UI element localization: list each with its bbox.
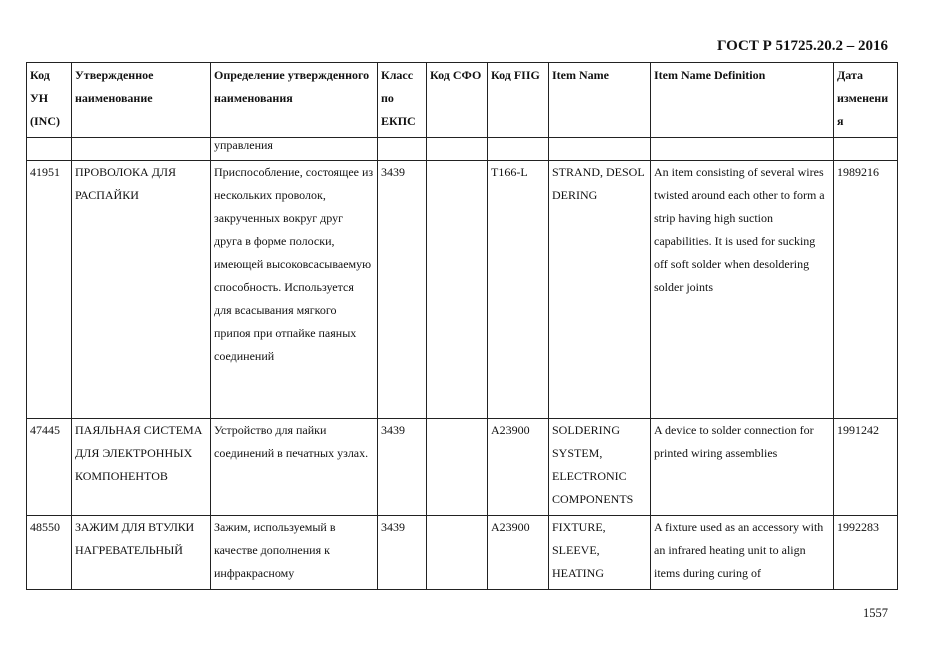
col-header-name: Утвержденное наименование: [72, 63, 211, 138]
col-header-fiig: Код FIIG: [488, 63, 549, 138]
document-title: ГОСТ Р 51725.20.2 – 2016: [716, 38, 888, 54]
cell-class: 3439: [378, 419, 427, 516]
cell-class: 3439: [378, 161, 427, 419]
cell-date: 1992283: [834, 516, 898, 590]
cell-sfo: [427, 161, 488, 419]
table-row: [27, 161, 898, 419]
cell-inc: 47445: [27, 419, 72, 516]
table-row-continuation: [27, 138, 898, 161]
cell-name: ПАЯЛЬНАЯ СИСТЕМА ДЛЯ ЭЛЕКТРОННЫХ КОМПОНЕНТОВ: [72, 419, 211, 516]
col-header-item-name: Item Name: [549, 63, 651, 138]
cell-definition: Зажим, используемый в качестве дополнения к инфракрасному: [211, 516, 378, 590]
col-header-sfo: Код СФО: [427, 63, 488, 138]
cell-item-name: FIXTURE, SLEEVE, HEATING: [549, 516, 651, 590]
cell-item-name: SOLDERING SYSTEM, ELECTRONIC COMPONENTS: [549, 419, 651, 516]
cell-name: ПРОВОЛОКА ДЛЯ РАСПАЙКИ: [72, 161, 211, 419]
cell-item-definition: An item consisting of several wires twisted around each other to form a strip having high suction capabilities. It is used for sucking off soft solder when desoldering solder joints: [651, 161, 834, 419]
cell-item-name: STRAND, DESOLDERING: [549, 161, 651, 419]
cell-fiig: A23900: [488, 516, 549, 590]
col-header-item-definition: Item Name Definition: [651, 63, 834, 138]
col-header-inc: Код УН (INC): [27, 63, 72, 138]
classifier-table: [26, 62, 898, 590]
page-number: 1557: [863, 606, 888, 620]
cell-inc: 48550: [27, 516, 72, 590]
cell-date: 1989216: [834, 161, 898, 419]
cell-sfo: [427, 419, 488, 516]
cell-definition: управления: [211, 138, 378, 161]
table-row: [27, 516, 898, 590]
cell-inc: 41951: [27, 161, 72, 419]
table-header-row: [27, 63, 898, 138]
col-header-date: Дата изменения: [834, 63, 898, 138]
cell-class: 3439: [378, 516, 427, 590]
cell-definition: Устройство для пайки соединений в печатных узлах.: [211, 419, 378, 516]
cell-fiig: T166-L: [488, 161, 549, 419]
table-row: [27, 419, 898, 516]
cell-name: ЗАЖИМ ДЛЯ ВТУЛКИ НАГРЕВАТЕЛЬНЫЙ: [72, 516, 211, 590]
cell-date: 1991242: [834, 419, 898, 516]
cell-fiig: A23900: [488, 419, 549, 516]
cell-item-definition: A fixture used as an accessory with an infrared heating unit to align items during curing of: [651, 516, 834, 590]
col-header-class: Класс по ЕКПС: [378, 63, 427, 138]
col-header-definition: Определение утвержденного наименования: [211, 63, 378, 138]
cell-sfo: [427, 516, 488, 590]
cell-definition: Приспособление, состоящее из нескольких проволок, закрученных вокруг друг друга в форме полоски, имеющей высоковсасываемую способность. Используется для всасывания мягкого припоя при отпайке паяных соединений: [211, 161, 378, 419]
cell-item-definition: A device to solder connection for printed wiring assemblies: [651, 419, 834, 516]
